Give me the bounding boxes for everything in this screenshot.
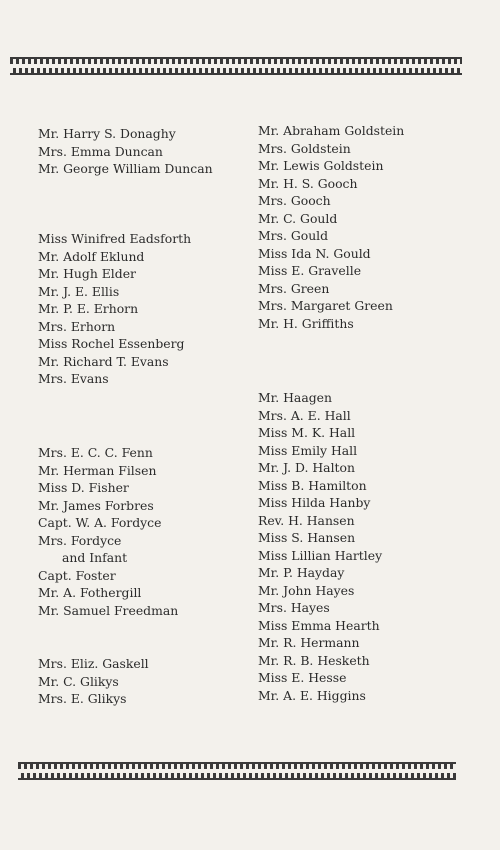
passenger-name: Mrs. Evans bbox=[38, 371, 109, 386]
passenger-name: Miss Hilda Hanby bbox=[258, 495, 371, 510]
passenger-name: Mr. Abraham Goldstein bbox=[258, 123, 405, 138]
passenger-name: Miss Ida N. Gould bbox=[258, 245, 371, 261]
passenger-name: Miss B. Hamilton bbox=[258, 477, 367, 493]
passenger-name: Mr. Harry S. Donaghy bbox=[38, 126, 176, 141]
passenger-name: Mr. R. B. Hesketh bbox=[258, 652, 370, 668]
passenger-name: Capt. W. A. Fordyce bbox=[38, 515, 162, 530]
name-group-h bbox=[258, 389, 382, 704]
name-group-g bbox=[38, 655, 149, 708]
passenger-name: Miss Lillian Hartley bbox=[258, 547, 383, 563]
passenger-name: Mr. Hugh Elder bbox=[38, 266, 136, 281]
passenger-name: Mr. C. Gould bbox=[258, 210, 338, 226]
passenger-name: Mr. A. Fothergill bbox=[38, 585, 142, 600]
passenger-name: Miss M. K. Hall bbox=[258, 425, 356, 440]
passenger-name: Miss D. Fisher bbox=[38, 480, 129, 495]
passenger-name: Mrs. E. Glikys bbox=[38, 691, 127, 706]
passenger-name: Mr. J. D. Halton bbox=[258, 460, 355, 475]
passenger-name: Mr. Lewis Goldstein bbox=[258, 158, 384, 173]
passenger-name: Miss Rochel Essenberg bbox=[38, 336, 185, 351]
passenger-name: Rev. H. Hansen bbox=[258, 512, 355, 528]
passenger-name: Mrs. Gooch bbox=[258, 193, 331, 208]
passenger-name: Mrs. Margaret Green bbox=[258, 298, 393, 313]
passenger-name: Mrs. E. C. C. Fenn bbox=[38, 445, 153, 460]
top-decorative-border bbox=[10, 57, 462, 75]
passenger-name: Mrs. Green bbox=[258, 280, 330, 296]
passenger-name: Mr. C. Glikys bbox=[38, 673, 119, 689]
passenger-name: Mrs. Emma Duncan bbox=[38, 143, 163, 159]
passenger-name: Miss S. Hansen bbox=[258, 530, 356, 545]
passenger-name: Mr. P. Hayday bbox=[258, 565, 345, 580]
passenger-name: Mr. James Forbres bbox=[38, 497, 154, 513]
passenger-name: Mr. P. E. Erhorn bbox=[38, 301, 139, 316]
passenger-name: Miss Emma Hearth bbox=[258, 617, 380, 633]
bottom-decorative-border bbox=[18, 762, 456, 780]
passenger-name: Mrs. Hayes bbox=[258, 600, 330, 615]
passenger-name: Mr. Haagen bbox=[258, 390, 332, 405]
passenger-name: Miss Emily Hall bbox=[258, 442, 358, 458]
passenger-name: Capt. Foster bbox=[38, 567, 116, 583]
passenger-name: Mr. Richard T. Evans bbox=[38, 353, 169, 369]
name-group-f bbox=[38, 444, 178, 619]
name-group-d bbox=[38, 125, 213, 178]
passenger-name: Miss E. Hesse bbox=[258, 670, 347, 685]
passenger-name: Mrs. Eliz. Gaskell bbox=[38, 656, 149, 671]
passenger-name: Mr. Adolf Eklund bbox=[38, 248, 145, 264]
passenger-name: Mrs. Goldstein bbox=[258, 140, 351, 156]
passenger-name: Mr. R. Hermann bbox=[258, 635, 360, 650]
passenger-name: Mr. H. S. Gooch bbox=[258, 175, 358, 191]
passenger-name: Mr. Samuel Freedman bbox=[38, 602, 179, 618]
name-group-g-continued bbox=[258, 122, 404, 332]
passenger-name: Mr. George William Duncan bbox=[38, 161, 213, 176]
passenger-name: Mr. A. E. Higgins bbox=[258, 687, 366, 703]
name-group-e bbox=[38, 230, 191, 388]
passenger-name: Mrs. Fordyce bbox=[38, 532, 122, 548]
passenger-name: Mr. John Hayes bbox=[258, 582, 355, 598]
passenger-name: Mr. Herman Filsen bbox=[38, 462, 157, 478]
passenger-name: Mrs. Erhorn bbox=[38, 318, 116, 334]
passenger-name: Miss E. Gravelle bbox=[258, 263, 362, 278]
passenger-name: Mr. J. E. Ellis bbox=[38, 283, 120, 299]
passenger-name: and Infant bbox=[62, 550, 128, 565]
passenger-name: Mrs. Gould bbox=[258, 228, 329, 243]
passenger-name: Miss Winifred Eadsforth bbox=[38, 231, 192, 246]
passenger-name: Mr. H. Griffiths bbox=[258, 315, 354, 331]
passenger-name: Mrs. A. E. Hall bbox=[258, 407, 351, 423]
